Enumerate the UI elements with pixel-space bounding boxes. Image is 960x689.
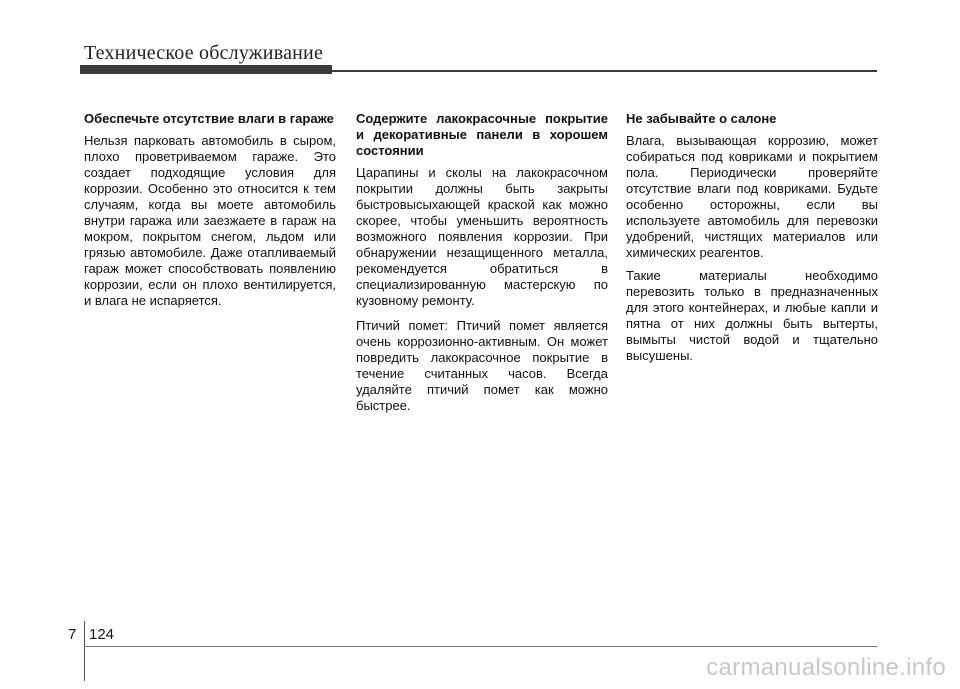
- section-heading: Содержите лакокрасочные покрытие и декоративные панели в хорошем состоянии: [356, 111, 608, 158]
- paragraph: Царапины и сколы на лакокрасочном покрытии должны быть закрыты быстровысыхающей краской как можно скорее, чтобы уменьшить вероятность возможного появления коррозии. При обнаружении незащищенного металла, рекомендуется обратиться в специализированную мастерскую по кузовному ремонту.: [356, 165, 608, 308]
- paragraph: Влага, вызывающая коррозию, может собираться под ковриками и покрытием пола. Периодически проверяйте отсутствие влаги под ковриками. Будьте особенно осторожны, если вы используете автомобиль для перевозки удобрений, чистящих материалов или химических реагентов.: [626, 133, 878, 260]
- column-3: [626, 111, 878, 371]
- paragraph: Птичий помет: Птичий помет является очень коррозионно-активным. Он может повредить лакокрасочное покрытие в течение считанных часов. Всегда удаляйте птичий помет как можно быстрее.: [356, 318, 608, 413]
- column-2: [356, 111, 608, 421]
- column-1: [84, 111, 336, 316]
- section-heading: Не забывайте о салоне: [626, 111, 777, 126]
- chapter-number: 7: [68, 626, 77, 643]
- paragraph: Такие материалы необходимо перевозить только в предназначенных для этого контейнерах, и любые капли и пятна от них должны быть вытерты, вымыты чистой водой и тщательно высушены.: [626, 268, 878, 363]
- footer-rule: [84, 646, 877, 647]
- page-number: 124: [89, 626, 115, 643]
- page-title: Техническое обслуживание: [84, 42, 324, 64]
- header-rule-thin: [332, 70, 877, 72]
- paragraph: Нельзя парковать автомобиль в сыром, плохо проветриваемом гараже. Это создает подходящие условия для коррозии. Особенно это относится к тем случаям, когда вы моете автомобиль внутри гаража или заезжаете в гараж на мокром, покрытом снегом, льдом или грязью автомобиле. Даже отапливаемый гараж может способствовать появлению коррозии, если он плохо вентилируется, и влага не испаряется.: [84, 133, 336, 308]
- section-heading: Обеспечьте отсутствие влаги в гараже: [84, 111, 334, 126]
- footer-divider-vertical: [84, 621, 85, 681]
- header-rule-thick: [80, 65, 332, 74]
- watermark: carmanualsonline.info: [706, 654, 946, 681]
